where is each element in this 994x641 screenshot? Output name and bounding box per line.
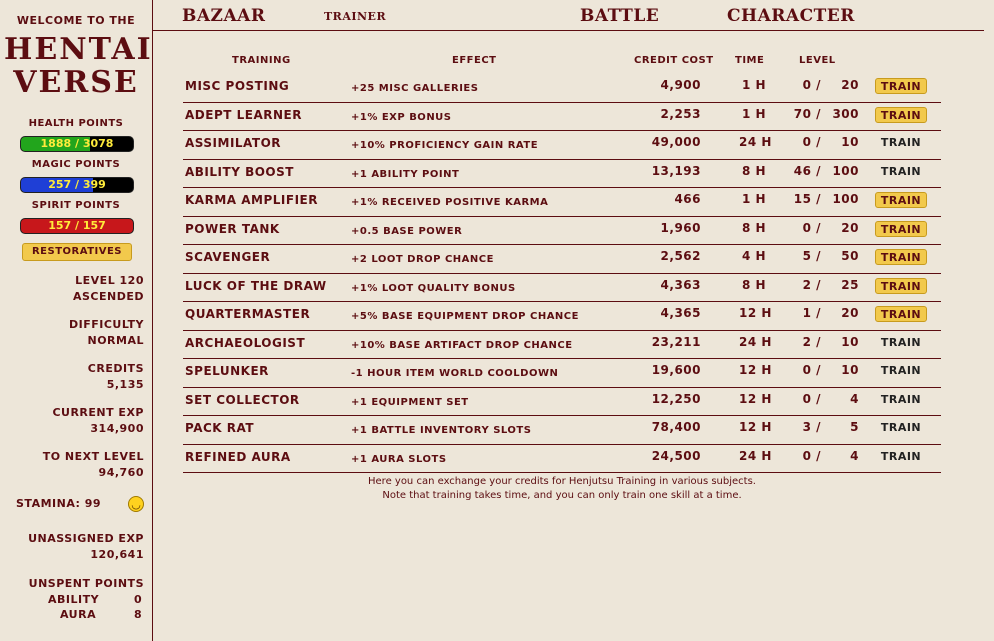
header-credit-cost: CREDIT COST bbox=[634, 55, 714, 66]
nav-character[interactable]: CHARACTER bbox=[727, 6, 855, 26]
ability-value: 0 bbox=[134, 593, 143, 606]
training-cost: 12,250 bbox=[651, 391, 701, 406]
level-value: LEVEL 120 bbox=[75, 274, 144, 287]
training-name: POWER TANK bbox=[185, 221, 280, 236]
training-level: 0 / bbox=[802, 391, 821, 406]
header-training: TRAINING bbox=[232, 55, 291, 66]
training-max-level: 300 bbox=[832, 106, 859, 121]
info-note bbox=[183, 475, 941, 503]
training-level: 5 / bbox=[802, 249, 821, 263]
training-max-level: 4 bbox=[850, 391, 859, 406]
training-max-level: 20 bbox=[841, 78, 859, 92]
table-row bbox=[183, 159, 941, 189]
table-row bbox=[183, 444, 941, 474]
training-time: 12 H bbox=[739, 420, 772, 434]
header-level: LEVEL bbox=[799, 55, 836, 66]
train-button: TRAIN bbox=[880, 449, 922, 463]
train-button[interactable]: TRAIN bbox=[875, 78, 927, 94]
train-button[interactable]: TRAIN bbox=[875, 278, 927, 294]
training-effect: +1% LOOT QUALITY BONUS bbox=[351, 282, 516, 294]
training-time: 8 H bbox=[741, 220, 767, 235]
training-cost: 466 bbox=[674, 192, 701, 206]
training-name: ASSIMILATOR bbox=[185, 136, 282, 150]
nav-trainer[interactable]: TRAINER bbox=[324, 10, 387, 23]
restoratives-button[interactable]: RESTORATIVES bbox=[22, 243, 132, 261]
training-max-level: 4 bbox=[850, 448, 859, 463]
training-level: 70 / bbox=[793, 106, 821, 121]
health-label: HEALTH POINTS bbox=[28, 118, 124, 129]
training-effect: +25 MISC GALLERIES bbox=[351, 83, 479, 94]
training-max-level: 20 bbox=[841, 306, 859, 320]
train-button[interactable]: TRAIN bbox=[875, 306, 927, 322]
smiley-icon: ◡ bbox=[128, 496, 144, 512]
unspent-points-label: UNSPENT POINTS bbox=[28, 577, 144, 590]
table-row bbox=[183, 387, 941, 417]
health-value: 1888 / 3078 bbox=[40, 137, 114, 150]
table-row bbox=[183, 216, 941, 246]
training-name: MISC POSTING bbox=[185, 79, 290, 93]
table-row bbox=[183, 301, 941, 331]
train-button[interactable]: TRAIN bbox=[875, 249, 927, 265]
training-level: 46 / bbox=[793, 163, 821, 178]
info-note-line1: Here you can exchange your credits for Henjutsu Training in various subjects. bbox=[368, 476, 756, 487]
train-button: TRAIN bbox=[880, 392, 922, 406]
table-row bbox=[183, 244, 941, 274]
training-time: 12 H bbox=[739, 306, 772, 320]
current-exp-label: CURRENT EXP bbox=[52, 406, 144, 419]
training-effect: +1 BATTLE INVENTORY SLOTS bbox=[351, 425, 532, 436]
training-effect: +1 EQUIPMENT SET bbox=[351, 396, 469, 408]
training-level: 0 / bbox=[802, 220, 821, 235]
training-time: 4 H bbox=[741, 249, 767, 263]
training-level: 2 / bbox=[802, 277, 821, 292]
training-name: SPELUNKER bbox=[185, 364, 269, 378]
info-note-line2: Note that training takes time, and you can only train one skill at a time. bbox=[382, 490, 742, 501]
training-max-level: 100 bbox=[832, 163, 859, 178]
rank-value: ASCENDED bbox=[72, 290, 144, 303]
table-row bbox=[183, 273, 941, 303]
training-cost: 24,500 bbox=[651, 448, 701, 463]
training-level: 1 / bbox=[802, 306, 821, 320]
training-time: 1 H bbox=[741, 192, 767, 206]
difficulty-value: NORMAL bbox=[87, 334, 144, 347]
training-time: 8 H bbox=[741, 163, 767, 178]
training-max-level: 10 bbox=[841, 334, 859, 349]
train-button[interactable]: TRAIN bbox=[875, 192, 927, 208]
training-time: 24 H bbox=[739, 334, 772, 349]
magic-label: MAGIC POINTS bbox=[31, 159, 121, 170]
table-row bbox=[183, 130, 941, 160]
spirit-label: SPIRIT POINTS bbox=[31, 200, 121, 211]
training-level: 15 / bbox=[793, 192, 821, 206]
current-exp-value: 314,900 bbox=[90, 422, 144, 435]
training-cost: 1,960 bbox=[660, 220, 701, 235]
aura-label: AURA bbox=[60, 608, 97, 621]
training-cost: 2,562 bbox=[660, 249, 701, 263]
next-level-value: 94,760 bbox=[98, 466, 144, 479]
stamina-text: STAMINA: 99 bbox=[16, 497, 102, 510]
training-time: 12 H bbox=[739, 391, 772, 406]
training-level: 0 / bbox=[802, 78, 821, 92]
welcome-text: WELCOME TO THE bbox=[16, 14, 136, 27]
training-max-level: 50 bbox=[841, 249, 859, 263]
training-name: ADEPT LEARNER bbox=[185, 107, 302, 122]
spirit-value: 157 / 157 bbox=[48, 219, 106, 232]
train-button[interactable]: TRAIN bbox=[875, 221, 927, 237]
training-name: ABILITY BOOST bbox=[185, 164, 294, 179]
next-level-label: TO NEXT LEVEL bbox=[42, 450, 144, 463]
table-row bbox=[183, 330, 941, 360]
table-row bbox=[183, 73, 941, 103]
training-level: 2 / bbox=[802, 334, 821, 349]
training-name: LUCK OF THE DRAW bbox=[185, 278, 327, 293]
credits-value: 5,135 bbox=[106, 378, 144, 391]
training-effect: +1% EXP BONUS bbox=[351, 111, 452, 123]
training-cost: 4,900 bbox=[660, 78, 701, 92]
training-name: SCAVENGER bbox=[185, 250, 271, 264]
train-button: TRAIN bbox=[880, 421, 922, 434]
training-cost: 13,193 bbox=[651, 163, 701, 178]
training-cost: 4,365 bbox=[660, 306, 701, 320]
ability-label: ABILITY bbox=[48, 593, 100, 606]
training-effect: -1 HOUR ITEM WORLD COOLDOWN bbox=[351, 368, 559, 379]
training-time: 24 H bbox=[739, 448, 772, 463]
training-level: 0 / bbox=[802, 135, 821, 149]
train-button[interactable]: TRAIN bbox=[875, 107, 927, 123]
training-max-level: 100 bbox=[832, 192, 859, 206]
training-effect: +1% RECEIVED POSITIVE KARMA bbox=[351, 197, 549, 208]
training-cost: 78,400 bbox=[651, 420, 701, 434]
train-button: TRAIN bbox=[880, 136, 922, 149]
training-max-level: 5 bbox=[850, 420, 859, 434]
table-row bbox=[183, 102, 941, 132]
unassigned-exp-value: 120,641 bbox=[90, 548, 144, 561]
training-effect: +1 AURA SLOTS bbox=[351, 453, 447, 465]
table-row bbox=[183, 187, 941, 217]
training-name: PACK RAT bbox=[185, 421, 255, 435]
training-name: QUARTERMASTER bbox=[185, 307, 311, 321]
difficulty-label: DIFFICULTY bbox=[68, 318, 144, 331]
sidebar bbox=[0, 0, 153, 641]
training-max-level: 20 bbox=[841, 220, 859, 235]
training-cost: 19,600 bbox=[651, 363, 701, 377]
table-row bbox=[183, 358, 941, 388]
training-max-level: 10 bbox=[841, 363, 859, 377]
training-name: KARMA AMPLIFIER bbox=[185, 193, 318, 207]
training-time: 1 H bbox=[741, 78, 767, 92]
unassigned-exp-label: UNASSIGNED EXP bbox=[28, 532, 144, 545]
training-level: 0 / bbox=[802, 448, 821, 463]
training-effect: +2 LOOT DROP CHANCE bbox=[351, 254, 494, 265]
training-cost: 4,363 bbox=[660, 277, 701, 292]
training-time: 1 H bbox=[741, 106, 767, 121]
train-button: TRAIN bbox=[880, 335, 922, 349]
training-time: 24 H bbox=[739, 135, 772, 149]
training-level: 3 / bbox=[802, 420, 821, 434]
health-bar bbox=[20, 136, 134, 152]
table-row bbox=[183, 415, 941, 445]
magic-bar bbox=[20, 177, 134, 193]
header-effect: EFFECT bbox=[452, 55, 497, 66]
nav-battle[interactable]: BATTLE bbox=[580, 6, 660, 26]
training-name: REFINED AURA bbox=[185, 449, 291, 464]
credits-label: CREDITS bbox=[87, 362, 144, 375]
training-name: SET COLLECTOR bbox=[185, 392, 300, 407]
training-time: 12 H bbox=[739, 363, 772, 377]
aura-value: 8 bbox=[134, 608, 143, 621]
training-max-level: 10 bbox=[841, 135, 859, 149]
training-max-level: 25 bbox=[841, 277, 859, 292]
training-name: ARCHAEOLOGIST bbox=[185, 335, 306, 350]
nav-bazaar[interactable]: BAZAAR bbox=[182, 6, 266, 26]
training-time: 8 H bbox=[741, 277, 767, 292]
training-effect: +10% BASE ARTIFACT DROP CHANCE bbox=[351, 339, 573, 351]
training-cost: 2,253 bbox=[660, 106, 701, 121]
train-button: TRAIN bbox=[880, 164, 922, 178]
brand-logo-line1: HENTAI bbox=[4, 32, 153, 67]
brand-logo-line2: VERSE bbox=[13, 65, 139, 100]
train-button: TRAIN bbox=[880, 364, 922, 377]
training-level: 0 / bbox=[802, 363, 821, 377]
training-effect: +5% BASE EQUIPMENT DROP CHANCE bbox=[351, 311, 579, 322]
training-effect: +10% PROFICIENCY GAIN RATE bbox=[351, 140, 539, 151]
top-nav bbox=[152, 0, 984, 31]
spirit-bar bbox=[20, 218, 134, 234]
training-cost: 49,000 bbox=[651, 135, 701, 149]
training-effect: +1 ABILITY POINT bbox=[351, 168, 460, 180]
training-cost: 23,211 bbox=[651, 334, 701, 349]
training-effect: +0.5 BASE POWER bbox=[351, 225, 463, 237]
magic-value: 257 / 399 bbox=[48, 178, 106, 191]
header-time: TIME bbox=[735, 55, 765, 66]
